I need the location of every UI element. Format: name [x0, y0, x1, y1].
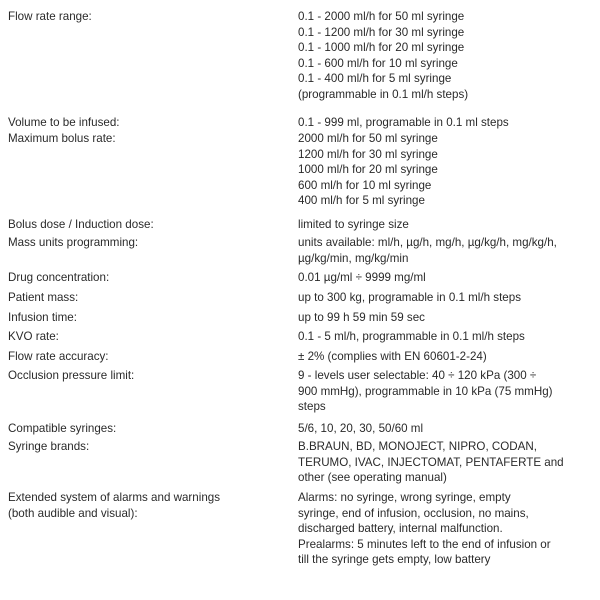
spec-value [298, 368, 592, 415]
value-line: till the syringe gets empty, low battery [298, 553, 491, 567]
value-line: 1000 ml/h for 20 ml syringe [298, 163, 438, 177]
label-line: Extended system of alarms and warnings [8, 491, 221, 504]
spec-value [298, 115, 592, 131]
value-line: 0.01 µg/ml ÷ 9999 mg/ml [298, 271, 426, 284]
label-line: KVO rate: [8, 330, 59, 343]
value-line: 2000 ml/h for 50 ml syringe [298, 132, 438, 145]
spec-row-drug-concentration [8, 270, 592, 290]
label-line: Flow rate accuracy: [8, 350, 109, 363]
value-line: 0.1 - 1000 ml/h for 20 ml syringe [298, 41, 465, 55]
spec-label [8, 329, 298, 345]
value-line: 400 ml/h for 5 ml syringe [298, 194, 425, 208]
spec-label [8, 310, 298, 326]
label-line: Bolus dose / Induction dose: [8, 218, 154, 231]
spec-value [298, 290, 592, 306]
spec-label [8, 368, 298, 384]
label-line: Volume to be infused: [8, 116, 120, 129]
value-line: other (see operating manual) [298, 471, 447, 485]
value-line: µg/kg/min, mg/kg/min [298, 251, 409, 265]
spec-label [8, 439, 298, 455]
label-line: Maximum bolus rate: [8, 132, 116, 145]
value-line: TERUMO, IVAC, INJECTOMAT, PENTAFERTE and [298, 455, 564, 469]
spec-label [8, 421, 298, 437]
spec-value [298, 310, 592, 326]
label-line: Patient mass: [8, 291, 79, 304]
spec-row-bolus-dose [8, 217, 592, 235]
value-line: units available: ml/h, µg/h, mg/h, µg/kg/h, mg/kg/h, [298, 236, 557, 249]
spec-label [8, 490, 298, 521]
spec-row-syringe-brands [8, 439, 592, 490]
label-line: Syringe brands: [8, 440, 90, 453]
label-line: Flow rate range: [8, 10, 92, 23]
label-line: Drug concentration: [8, 271, 110, 284]
value-line: ± 2% (complies with EN 60601-2-24) [298, 350, 487, 363]
spec-value [298, 349, 592, 365]
spec-value [298, 421, 592, 437]
label-line: Compatible syringes: [8, 422, 117, 435]
value-line: 0.1 - 600 ml/h for 10 ml syringe [298, 56, 458, 70]
spec-label [8, 349, 298, 365]
spec-row-patient-mass [8, 290, 592, 310]
value-line: steps [298, 400, 326, 414]
value-line: 0.1 - 400 ml/h for 5 ml syringe [298, 72, 452, 86]
value-line: B.BRAUN, BD, MONOJECT, NIPRO, CODAN, [298, 440, 537, 453]
spec-label [8, 290, 298, 306]
spec-value [298, 329, 592, 345]
spec-row-alarms-and-warnings [8, 490, 592, 570]
spec-value [298, 490, 592, 568]
value-line: syringe, end of infusion, occlusion, no mains, [298, 506, 529, 520]
spec-row-infusion-time [8, 310, 592, 329]
spec-row-volume-to-be-infused [8, 115, 592, 131]
value-line: 900 mmHg), programmable in 10 kPa (75 mmHg) [298, 384, 553, 398]
specification-table [8, 9, 592, 570]
value-line: 0.1 - 5 ml/h, programmable in 0.1 ml/h steps [298, 330, 525, 343]
spec-row-maximum-bolus-rate [8, 131, 592, 217]
value-line: discharged battery, internal malfunction. [298, 522, 503, 536]
value-line: Alarms: no syringe, wrong syringe, empty [298, 491, 511, 504]
spec-row-occlusion-pressure-limit [8, 368, 592, 421]
spec-label [8, 270, 298, 286]
label-line: Infusion time: [8, 311, 77, 324]
spec-value [298, 9, 592, 103]
value-line: (programmable in 0.1 ml/h steps) [298, 87, 469, 101]
value-line: 1200 ml/h for 30 ml syringe [298, 147, 438, 161]
spec-row-compatible-syringes [8, 421, 592, 439]
value-line: 0.1 - 1200 ml/h for 30 ml syringe [298, 25, 465, 39]
value-line: up to 300 kg, programable in 0.1 ml/h steps [298, 291, 521, 304]
spec-value [298, 217, 592, 233]
spec-row-mass-units-programming [8, 235, 592, 270]
value-line: 9 - levels user selectable: 40 ÷ 120 kPa (300 ÷ [298, 369, 537, 382]
label-line: Occlusion pressure limit: [8, 369, 135, 382]
label-line: (both audible and visual): [8, 506, 138, 520]
value-line: limited to syringe size [298, 218, 409, 231]
spec-label [8, 9, 298, 25]
value-line: Prealarms: 5 minutes left to the end of infusion or [298, 537, 551, 551]
spec-label [8, 131, 298, 147]
label-line: Mass units programming: [8, 236, 139, 249]
spec-row-kvo-rate [8, 329, 592, 349]
spec-value [298, 235, 592, 266]
value-line: 600 ml/h for 10 ml syringe [298, 178, 432, 192]
spec-label [8, 217, 298, 233]
spec-value [298, 270, 592, 286]
value-line: 5/6, 10, 20, 30, 50/60 ml [298, 422, 424, 435]
value-line: 0.1 - 2000 ml/h for 50 ml syringe [298, 10, 465, 23]
spec-row-flow-rate-range [8, 9, 592, 115]
spec-value [298, 439, 592, 486]
value-line: 0.1 - 999 ml, programable in 0.1 ml steps [298, 116, 509, 129]
spec-row-flow-rate-accuracy [8, 349, 592, 368]
spec-label [8, 235, 298, 251]
value-line: up to 99 h 59 min 59 sec [298, 311, 425, 324]
spec-value [298, 131, 592, 209]
spec-label [8, 115, 298, 131]
